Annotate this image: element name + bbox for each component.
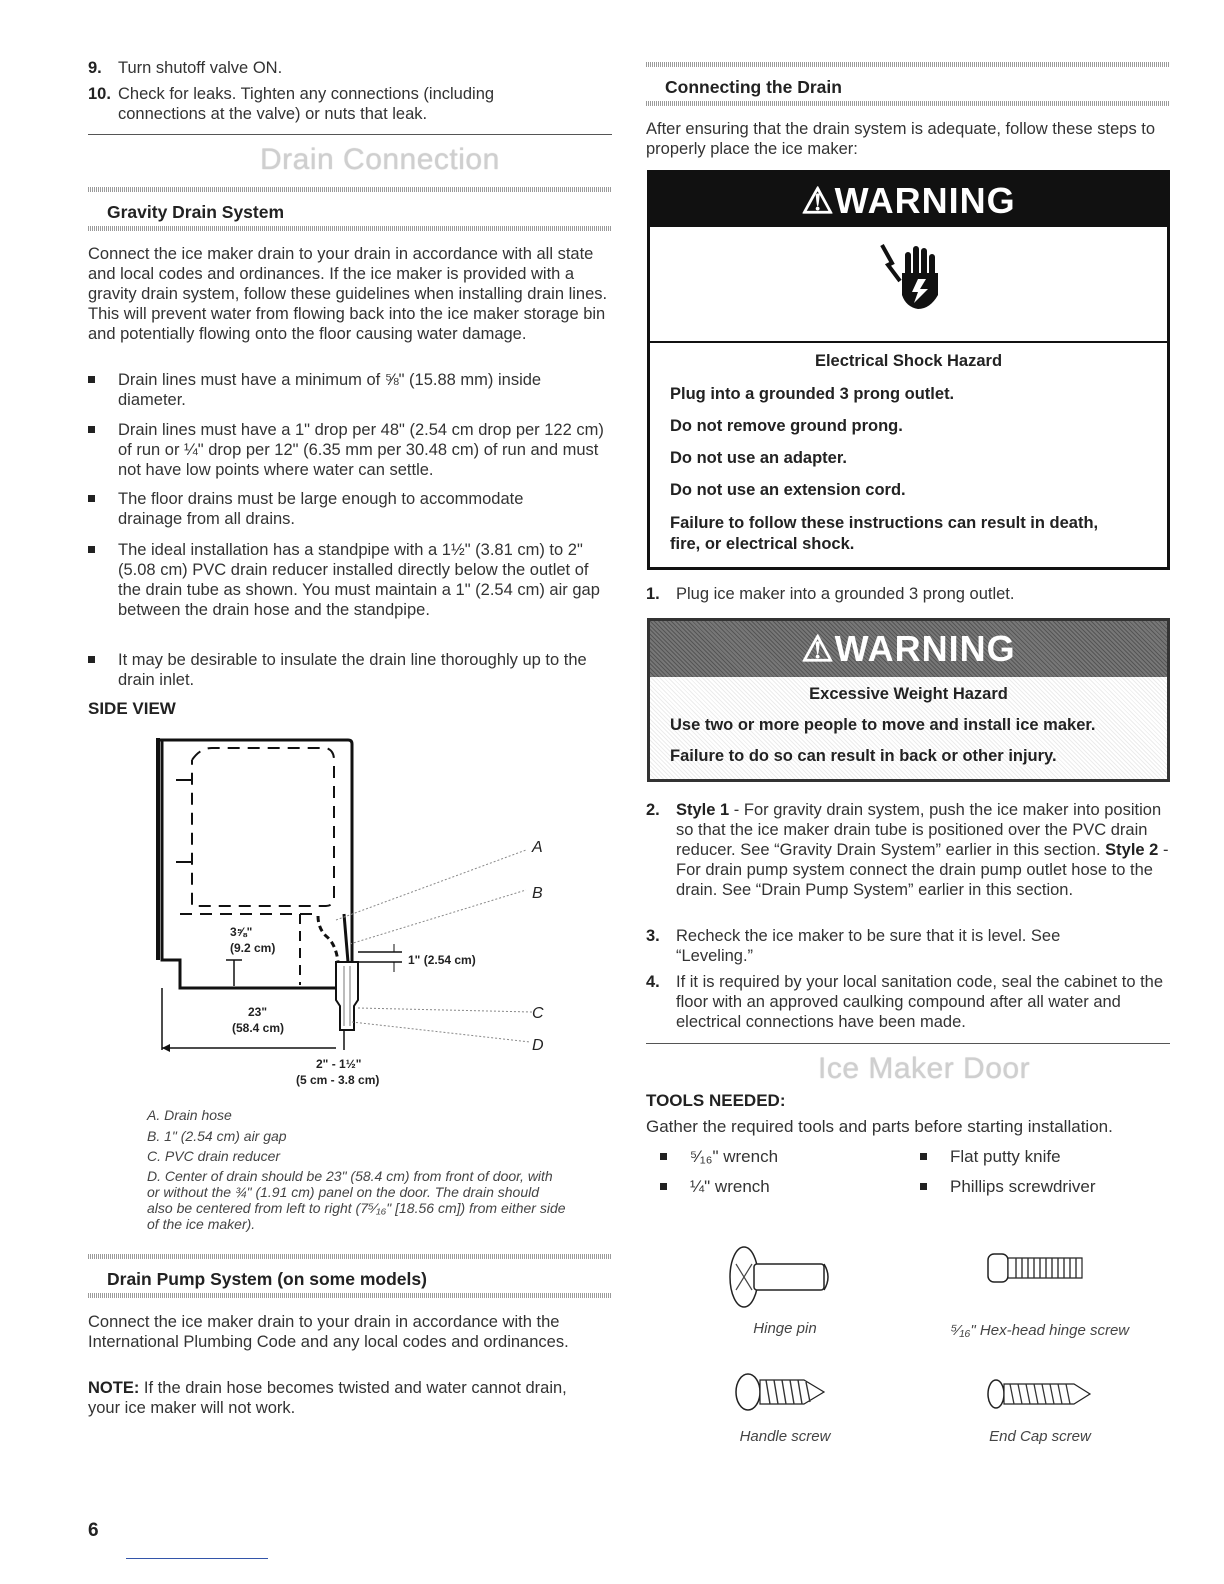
- depth-dimension-line: [162, 988, 344, 1050]
- step-number: 10.: [88, 85, 111, 103]
- pump-drain-heading: Drain Pump System (on some models): [107, 1269, 427, 1289]
- warning-header: ⚠WARNING: [650, 173, 1167, 227]
- caption-b: B. 1" (2.54 cm) air gap: [147, 1128, 287, 1144]
- step-10: [88, 84, 558, 126]
- bullet-square-icon: [920, 1153, 927, 1160]
- gravity-intro-paragraph: Connect the ice maker drain to your drain in accordance with all state and local codes and ordinances. If the ice maker is provided with a gravity drain system, follow these guidelines when installing drain lines. This will prevent water from flowing back into the ice maker storage bin and potentially flowing onto the floor causing water damage.: [88, 245, 608, 343]
- dim-3-5-8-text: 3⅝": [230, 925, 253, 939]
- warning-line: Use two or more people to move and install ice maker.: [670, 716, 1096, 734]
- electric-shock-icon: [878, 235, 954, 311]
- hazard-title: Excessive Weight Hazard: [809, 685, 1008, 703]
- note-text: If the drain hose becomes twisted and water cannot drain, your ice maker will not work.: [88, 1379, 567, 1417]
- electrical-shock-warning: [647, 170, 1170, 570]
- warning-divider: [650, 341, 1167, 343]
- end-cap-screw-icon: [986, 1376, 1096, 1412]
- section-title-ice-maker-door: Ice Maker Door: [818, 1052, 1031, 1085]
- dim-23-text: 23": [248, 1005, 268, 1019]
- bullet-square-icon: [88, 546, 95, 553]
- excessive-weight-warning: [647, 618, 1170, 782]
- warning-line: Do not use an adapter.: [670, 449, 847, 467]
- dotted-rule: [88, 1293, 612, 1298]
- page-number: 6: [88, 1520, 99, 1541]
- bullet-square-icon: [88, 656, 95, 663]
- tool-text: Flat putty knife: [950, 1147, 1061, 1166]
- drain-hose-wall: [344, 914, 348, 962]
- style1-label: Style 1: [676, 801, 730, 819]
- bullet-square-icon: [920, 1183, 927, 1190]
- dim-width-cm-text: (5 cm - 3.8 cm): [296, 1073, 380, 1087]
- step-number: 3.: [646, 927, 660, 945]
- step-number: 2.: [646, 801, 660, 819]
- hinge-pin-icon: [728, 1244, 838, 1310]
- dim-air-gap-text: 1" (2.54 cm): [408, 953, 476, 967]
- step-text: Plug ice maker into a grounded 3 prong outlet.: [676, 585, 1015, 603]
- step-text: Recheck the ice maker to be sure that it is level. See “Leveling.”: [676, 927, 1061, 965]
- height-dimension: [226, 960, 242, 986]
- warning-line: Do not remove ground prong.: [670, 417, 903, 435]
- dotted-rule: [88, 226, 612, 231]
- label-b: B: [532, 885, 543, 902]
- bullet-text: Drain lines must have a 1" drop per 48" (2.54 cm drop per 122 cm) of run or ¼" drop per 12" (6.35 mm per 30.48 cm) of run and must not have low points where water can settle.: [118, 421, 604, 479]
- pvc-drain-reducer: [336, 962, 358, 1030]
- caption-a: A. Drain hose: [147, 1107, 232, 1123]
- label-a: A: [532, 839, 543, 856]
- warning-line: Failure to do so can result in back or other injury.: [670, 747, 1057, 765]
- warning-header: ⚠WARNING: [650, 621, 1167, 677]
- caption-d: D. Center of drain should be 23" (58.4 cm) from front of door, with or without the ¾" (1.91 cm) panel on the door. The drain should also be centered from left to right (7⁵⁄₁₆" [18.56 cm]) from either side of the ice maker).: [147, 1168, 566, 1232]
- section-title-drain-connection: Drain Connection: [260, 143, 500, 176]
- step-text: [676, 800, 1170, 900]
- dotted-rule: [88, 1254, 612, 1259]
- step-2: [646, 800, 1170, 920]
- divider: [88, 134, 612, 135]
- bullet-text: The floor drains must be large enough to accommodate drainage from all drains.: [118, 490, 524, 528]
- leader-b: [350, 890, 526, 944]
- bullet-square-icon: [660, 1183, 667, 1190]
- caption-c: C. PVC drain reducer: [147, 1148, 281, 1164]
- leader-c: [358, 1008, 532, 1012]
- end-cap-screw-caption: End Cap screw: [989, 1428, 1091, 1445]
- hex-head-screw-caption: ⁵⁄₁₆" Hex-head hinge screw: [950, 1322, 1130, 1339]
- hex-head-hinge-screw-icon: [986, 1248, 1086, 1288]
- step-number: 4.: [646, 973, 660, 991]
- step-number: 1.: [646, 585, 660, 603]
- step2-text-a: - For gravity drain system, push the ice maker into position so that the ice maker drain tube is positioned over the PVC drain reducer. See “Gravity Drain System” earlier in this section.: [676, 801, 1162, 859]
- storage-bin-dashed: [192, 748, 334, 906]
- note-label: NOTE:: [88, 1379, 140, 1397]
- tool-text: ⁵⁄₁₆" wrench: [690, 1147, 779, 1166]
- step2-text-b: - For drain pump system connect the drain pump outlet hose to the drain. See “Drain Pump System” earlier in this section.: [676, 841, 1169, 899]
- bin-marks: [176, 780, 192, 862]
- pump-paragraph: Connect the ice maker drain to your drain in accordance with the International Plumbing Code and any local codes and ordinances.: [88, 1313, 569, 1351]
- bullet-text: Drain lines must have a minimum of ⅝" (15.88 mm) inside diameter.: [118, 371, 542, 409]
- step-text: If it is required by your local sanitation code, seal the cabinet to the floor with an approved caulking compound after all water and electrical connections have been made.: [676, 973, 1164, 1031]
- label-c: C: [532, 1005, 544, 1022]
- bottom-link-rule: [126, 1558, 268, 1559]
- tool-text: Phillips screwdriver: [950, 1177, 1096, 1196]
- dim-58-4-text: (58.4 cm): [232, 1021, 285, 1035]
- door-edge: [156, 738, 160, 960]
- connecting-drain-heading: Connecting the Drain: [665, 77, 842, 97]
- divider: [646, 1043, 1170, 1044]
- tools-needed-heading: TOOLS NEEDED:: [646, 1091, 786, 1110]
- handle-screw-caption: Handle screw: [739, 1428, 831, 1445]
- air-gap-lines: [358, 952, 402, 962]
- hinge-pin-caption: Hinge pin: [753, 1320, 817, 1337]
- note-paragraph: [88, 1378, 588, 1418]
- bullet-text: The ideal installation has a standpipe with a 1½" (3.81 cm) to 2" (5.08 cm) PVC drain reducer installed directly below the outlet of the drain tube as shown. You must maintain a 1" (2.54 cm) air gap between the drain hose and the standpipe.: [118, 541, 600, 619]
- dotted-rule: [646, 101, 1170, 106]
- arrow-head: [162, 1044, 170, 1052]
- tools-intro: Gather the required tools and parts before starting installation.: [646, 1117, 1113, 1136]
- warning-line: Do not use an extension cord.: [670, 481, 906, 499]
- side-view-diagram: [140, 730, 560, 1090]
- leader-d: [352, 1022, 530, 1042]
- tool-text: ¼" wrench: [690, 1177, 770, 1196]
- connecting-intro: After ensuring that the drain system is adequate, follow these steps to properly place the ice maker:: [646, 120, 1156, 158]
- step-text: Turn shutoff valve ON.: [118, 59, 283, 77]
- drain-hose: [318, 916, 338, 962]
- hazard-title: Electrical Shock Hazard: [814, 352, 1003, 370]
- handle-screw-icon: [732, 1372, 832, 1412]
- step-3: [646, 926, 1136, 968]
- dotted-rule: [88, 187, 612, 192]
- warning-line: Failure to follow these instructions can result in death, fire, or electrical shock.: [670, 514, 1099, 553]
- side-view-label: SIDE VIEW: [88, 699, 176, 718]
- bullet-text: It may be desirable to insulate the drain line thoroughly up to the drain inlet.: [118, 651, 587, 689]
- bullet-square-icon: [88, 495, 95, 502]
- dotted-rule: [646, 62, 1170, 67]
- step-text: Check for leaks. Tighten any connections (including connections at the valve) or nuts that leak.: [118, 85, 495, 123]
- bullet-square-icon: [660, 1153, 667, 1160]
- leader-a: [336, 850, 526, 920]
- warning-line: Plug into a grounded 3 prong outlet.: [670, 385, 955, 403]
- bullet-square-icon: [88, 426, 95, 433]
- step-number: 9.: [88, 59, 102, 77]
- bullet-square-icon: [88, 376, 95, 383]
- label-d: D: [532, 1037, 544, 1054]
- style2-label: Style 2: [1105, 841, 1159, 859]
- dim-width-in-text: 2" - 1½": [316, 1057, 362, 1071]
- dim-9-2-text: (9.2 cm): [230, 941, 276, 955]
- step-4: [646, 972, 1170, 1034]
- gravity-drain-heading: Gravity Drain System: [107, 202, 285, 222]
